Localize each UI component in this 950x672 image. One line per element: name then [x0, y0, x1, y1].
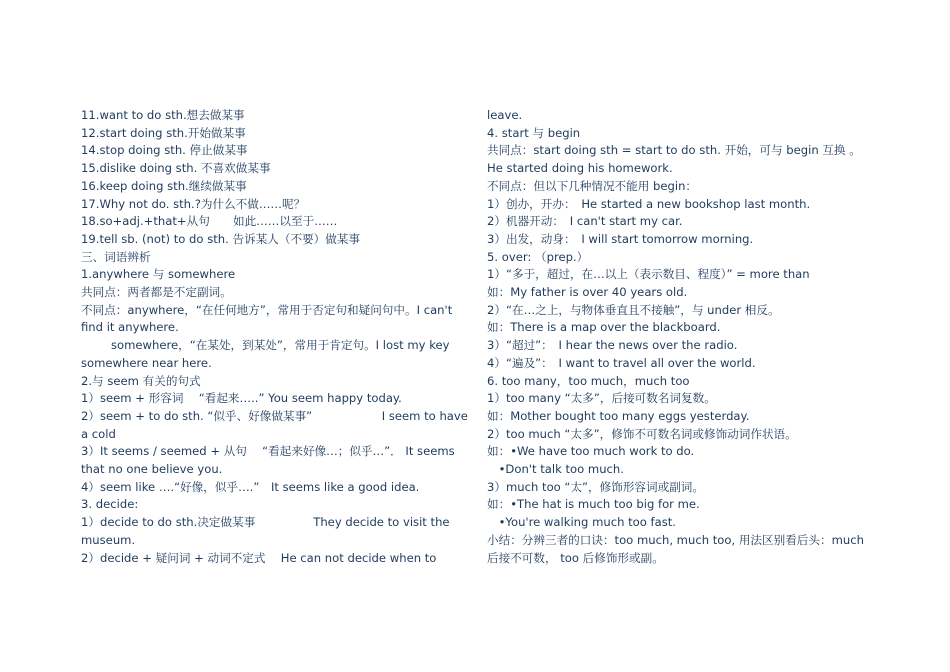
seem-2: 2）seem + to do sth. “似乎、好像做某事” I seem to have a cold — [81, 408, 468, 441]
seem-3: 3）It seems / seemed + 从句 “看起来好像…；似乎…”． It seems that no one believe you. — [81, 444, 455, 477]
right-column — [487, 107, 872, 567]
start-difference: 不同点：但以下几种情况不能用 begin： — [487, 178, 698, 193]
phrase-14: 14.stop doing sth. 停止做某事 — [81, 143, 248, 158]
section-heading: 三、词语辨析 — [81, 249, 151, 264]
much-too-example-1: 如：•The hat is much too big for me. — [487, 497, 700, 512]
over-4: 4）“遍及”： I want to travel all over the world. — [487, 355, 756, 370]
item-seem: 2.与 seem 有关的句式 — [81, 373, 201, 388]
over-2-example: 如：There is a map over the blackboard. — [487, 320, 721, 335]
decide-2-cont: leave. — [487, 108, 523, 122]
item-start-begin: 4. start 与 begin — [487, 125, 581, 140]
phrase-19: 19.tell sb. (not) to do sth. 告诉某人（不要）做某事 — [81, 231, 361, 246]
phrase-16: 16.keep doing sth.继续做某事 — [81, 178, 247, 193]
much-too: 3）much too “太”，修饰形容词或副词。 — [487, 479, 704, 494]
item-over: 5. over: （prep.） — [487, 249, 589, 264]
start-1: 1）创办，开办： He started a new bookshop last month. — [487, 196, 811, 211]
common-point: 共同点：两者都是不定副词。 — [81, 285, 232, 300]
phrase-11: 11.want to do sth.想去做某事 — [81, 108, 245, 122]
left-column — [81, 107, 469, 567]
summary: 小结：分辨三者的口诀：too much, much too, 用法区别看后头：much 后接不可数， too 后修饰形或副。 — [487, 532, 864, 565]
phrase-18: 18.so+adj.+that+从句 如此……以至于…… — [81, 214, 338, 229]
start-2: 2）机器开动： I can't start my car. — [487, 214, 683, 229]
over-3: 3）“超过”： I hear the news over the radio. — [487, 338, 738, 353]
start-common: 共同点：start doing sth = start to do sth. 开始，可与 begin 互换 。He started doing his homework. — [487, 143, 861, 176]
decide-1: 1）decide to do sth.决定做某事 They decide to visit the museum. — [81, 515, 450, 547]
too-much-example-2: •Don't talk too much. — [487, 462, 624, 477]
phrase-15: 15.dislike doing sth. 不喜欢做某事 — [81, 161, 271, 176]
too-much: 2）too much “太多”，修饰不可数名词或修饰动词作状语。 — [487, 426, 797, 441]
over-2: 2）“在…之上，与物体垂直且不接触”，与 under 相反。 — [487, 302, 780, 317]
item-decide: 3. decide: — [81, 497, 139, 512]
over-1: 1）“多于，超过，在…以上（表示数目、程度）” = more than — [487, 267, 810, 282]
phrase-17: 17.Why not do. sth.?为什么不做……呢？ — [81, 196, 306, 211]
too-much-example-1: 如：•We have too much work to do. — [487, 444, 695, 459]
much-too-example-2: •You're walking much too fast. — [487, 515, 676, 530]
phrase-12: 12.start doing sth.开始做某事 — [81, 125, 246, 140]
decide-2: 2）decide + 疑问词 + 动词不定式 He can not decide when to — [81, 550, 437, 565]
seem-4: 4）seem like ….“好像，似乎….” It seems like a good idea. — [81, 479, 420, 494]
difference-anywhere: 不同点：anywhere，“在任何地方”，常用于否定句和疑问句中。I can't find it anywhere. — [81, 302, 453, 335]
item-anywhere-somewhere: 1.anywhere 与 somewhere — [81, 267, 236, 282]
item-too: 6. too many，too much，much too — [487, 373, 690, 388]
too-many-example: 如：Mother bought too many eggs yesterday. — [487, 408, 750, 423]
seem-1: 1）seem + 形容词 “看起来…..” You seem happy today. — [81, 391, 402, 406]
difference-somewhere: somewhere，“在某处，到某处”，常用于肯定句。I lost my key somewhere near here. — [81, 338, 450, 370]
too-many: 1）too many “太多”，后接可数名词复数。 — [487, 391, 716, 406]
start-3: 3）出发，动身： I will start tomorrow morning. — [487, 231, 754, 246]
over-1-example: 如：My father is over 40 years old. — [487, 285, 688, 300]
